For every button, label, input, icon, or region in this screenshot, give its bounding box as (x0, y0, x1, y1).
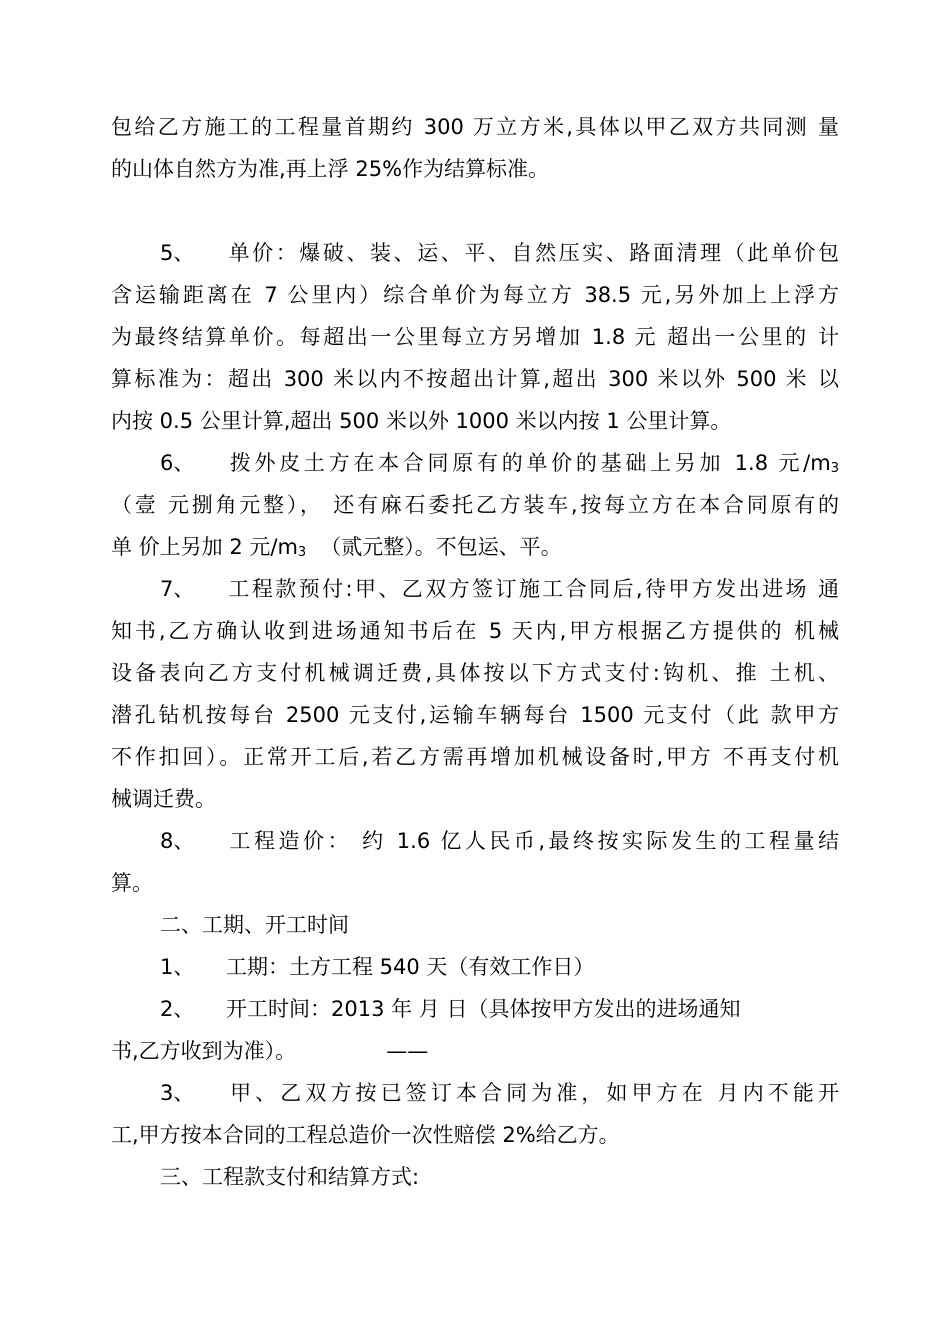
text-line (111, 154, 839, 184)
text-span: 工,甲方按本合同的工程总造价一次性赔偿 2%给乙方。 (111, 1123, 620, 1147)
text-line (111, 112, 839, 142)
clause-number: 1、 (160, 955, 195, 979)
clause-number: 7、 (160, 577, 195, 601)
text-span: 算。 (111, 871, 153, 895)
text-span: 单价：爆破、装、运、平、自然压实、路面清理（此单价包 (226, 241, 839, 265)
text-span: 知书,乙方确认收到进场通知书后在 5 天内,甲方根据乙方提供的 机械 (111, 619, 839, 643)
text-span: 不作扣回）。正常开工后,若乙方需再增加机械设备时,甲方 不再支付机 (111, 745, 839, 769)
text-line (111, 1120, 839, 1150)
clause-8 (160, 826, 839, 856)
text-span: 单 价上另加 2 元/m (111, 535, 298, 559)
section-heading (160, 1162, 839, 1192)
section-heading (160, 910, 839, 940)
heading-text: 二、工期、开工时间 (160, 913, 349, 937)
text-line (111, 406, 839, 436)
text-span: 潜孔钻机按每台 2500 元支付,运输车辆每台 1500 元支付（此 款甲方 (111, 703, 839, 727)
text-line (111, 322, 839, 352)
clause-3 (160, 1078, 839, 1108)
clause-2 (160, 994, 839, 1024)
text-span: 械调迁费。 (111, 787, 216, 811)
text-line (111, 658, 839, 688)
text-span: （贰元整）。不包运、平。 (320, 535, 562, 559)
text-line (111, 616, 839, 646)
clause-number: 3、 (160, 1081, 195, 1105)
heading-text: 三、工程款支付和结算方式: (160, 1165, 420, 1189)
text-span: 工期：土方工程 540 天（有效工作日） (226, 955, 595, 979)
text-span: 含运输距离在 7 公里内）综合单价为每立方 38.5 元,另外加上上浮方 (111, 283, 839, 307)
text-span: 工程款预付:甲、乙双方签订施工合同后,待甲方发出进场 通 (226, 577, 839, 601)
text-line (111, 784, 839, 814)
text-span: 书,乙方收到为准）。 (111, 1039, 297, 1063)
text-span: 甲、乙双方按已签订本合同为准，如甲方在 月内不能开 (226, 1081, 839, 1105)
text-span: 算标准为：超出 300 米以内不按超出计算,超出 300 米以外 500 米 以 (111, 367, 839, 391)
clause-1 (160, 952, 839, 982)
text-span: 包给乙方施工的工程量首期约 300 万立方米,具体以甲乙双方共同测 量 (111, 115, 839, 139)
text-line (111, 490, 839, 520)
text-span: 为最终结算单价。每超出一公里每立方另增加 1.8 元 超出一公里的 计 (111, 325, 839, 349)
text-span: 拨外皮土方在本合同原有的单价的基础上另加 1.8 元/m (226, 451, 831, 475)
text-line (111, 532, 839, 562)
text-span: （壹 元捌角元整）， 还有麻石委托乙方装车,按每立方在本合同原有的 (111, 493, 839, 517)
text-span: 开工时间：2013 年 月 日（具体按甲方发出的进场通知 (226, 997, 741, 1021)
clause-number: 6、 (160, 451, 195, 475)
text-span: 内按 0.5 公里计算,超出 500 米以外 1000 米以内按 1 公里计算。 (111, 409, 732, 433)
text-line (111, 1036, 839, 1066)
clause-number: 8、 (160, 829, 195, 853)
clause-7 (160, 574, 839, 604)
text-span: 工程造价： 约 1.6 亿人民币,最终按实际发生的工程量结 (226, 829, 839, 853)
blank-line-mark: —— (386, 1039, 429, 1063)
text-line (111, 364, 839, 394)
clause-5 (160, 238, 839, 268)
text-line (111, 742, 839, 772)
text-line (111, 280, 839, 310)
clause-number: 5、 (160, 241, 195, 265)
text-line (111, 700, 839, 730)
superscript-unit: 3 (297, 545, 307, 560)
clause-number: 2、 (160, 997, 195, 1021)
text-span: 设备表向乙方支付机械调迁费,具体按以下方式支付:钩机、推 土机、 (111, 661, 839, 685)
text-line (111, 868, 839, 898)
text-span: 的山体自然方为准,再上浮 25%作为结算标准。 (111, 157, 550, 181)
clause-6 (160, 448, 839, 478)
superscript-unit: 3 (830, 461, 839, 476)
